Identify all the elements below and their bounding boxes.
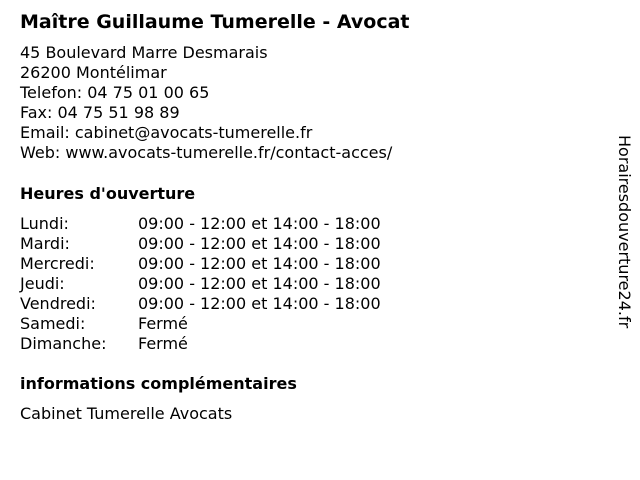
day-label: Vendredi: bbox=[20, 294, 96, 313]
hours-row-monday bbox=[20, 214, 381, 234]
day-label: Jeudi: bbox=[20, 274, 65, 293]
day-label: Dimanche: bbox=[20, 334, 107, 353]
day-label: Mardi: bbox=[20, 234, 70, 253]
opening-hours-heading: Heures d'ouverture bbox=[20, 184, 196, 203]
day-hours: 09:00 - 12:00 et 14:00 - 18:00 bbox=[138, 274, 381, 293]
address-street: 45 Boulevard Marre Desmarais bbox=[20, 43, 268, 62]
day-hours: 09:00 - 12:00 et 14:00 - 18:00 bbox=[138, 234, 381, 253]
hours-row-saturday bbox=[20, 314, 381, 334]
additional-info-text: Cabinet Tumerelle Avocats bbox=[20, 404, 233, 423]
day-hours: 09:00 - 12:00 et 14:00 - 18:00 bbox=[138, 214, 381, 233]
address-city: 26200 Montélimar bbox=[20, 63, 167, 82]
phone-number[interactable]: Telefon: 04 75 01 00 65 bbox=[20, 83, 210, 102]
contact-block bbox=[20, 43, 392, 163]
day-hours: 09:00 - 12:00 et 14:00 - 18:00 bbox=[138, 294, 381, 313]
hours-row-sunday bbox=[20, 334, 381, 354]
opening-hours-table bbox=[20, 214, 381, 354]
email-address[interactable]: Email: cabinet@avocats-tumerelle.fr bbox=[20, 123, 313, 142]
page-title: Maître Guillaume Tumerelle - Avocat bbox=[20, 11, 410, 33]
fax-number: Fax: 04 75 51 98 89 bbox=[20, 103, 180, 122]
website-url[interactable]: Web: www.avocats-tumerelle.fr/contact-acces/ bbox=[20, 143, 393, 162]
day-hours: Fermé bbox=[138, 334, 188, 353]
additional-info-heading: informations complémentaires bbox=[20, 374, 297, 393]
day-hours: 09:00 - 12:00 et 14:00 - 18:00 bbox=[138, 254, 381, 273]
day-label: Samedi: bbox=[20, 314, 86, 333]
day-label: Mercredi: bbox=[20, 254, 95, 273]
hours-row-friday bbox=[20, 294, 381, 314]
hours-row-thursday bbox=[20, 274, 381, 294]
day-label: Lundi: bbox=[20, 214, 69, 233]
hours-row-tuesday bbox=[20, 234, 381, 254]
hours-row-wednesday bbox=[20, 254, 381, 274]
site-brand-watermark: Horairesdouverture24.fr bbox=[615, 135, 634, 329]
day-hours: Fermé bbox=[138, 314, 188, 333]
